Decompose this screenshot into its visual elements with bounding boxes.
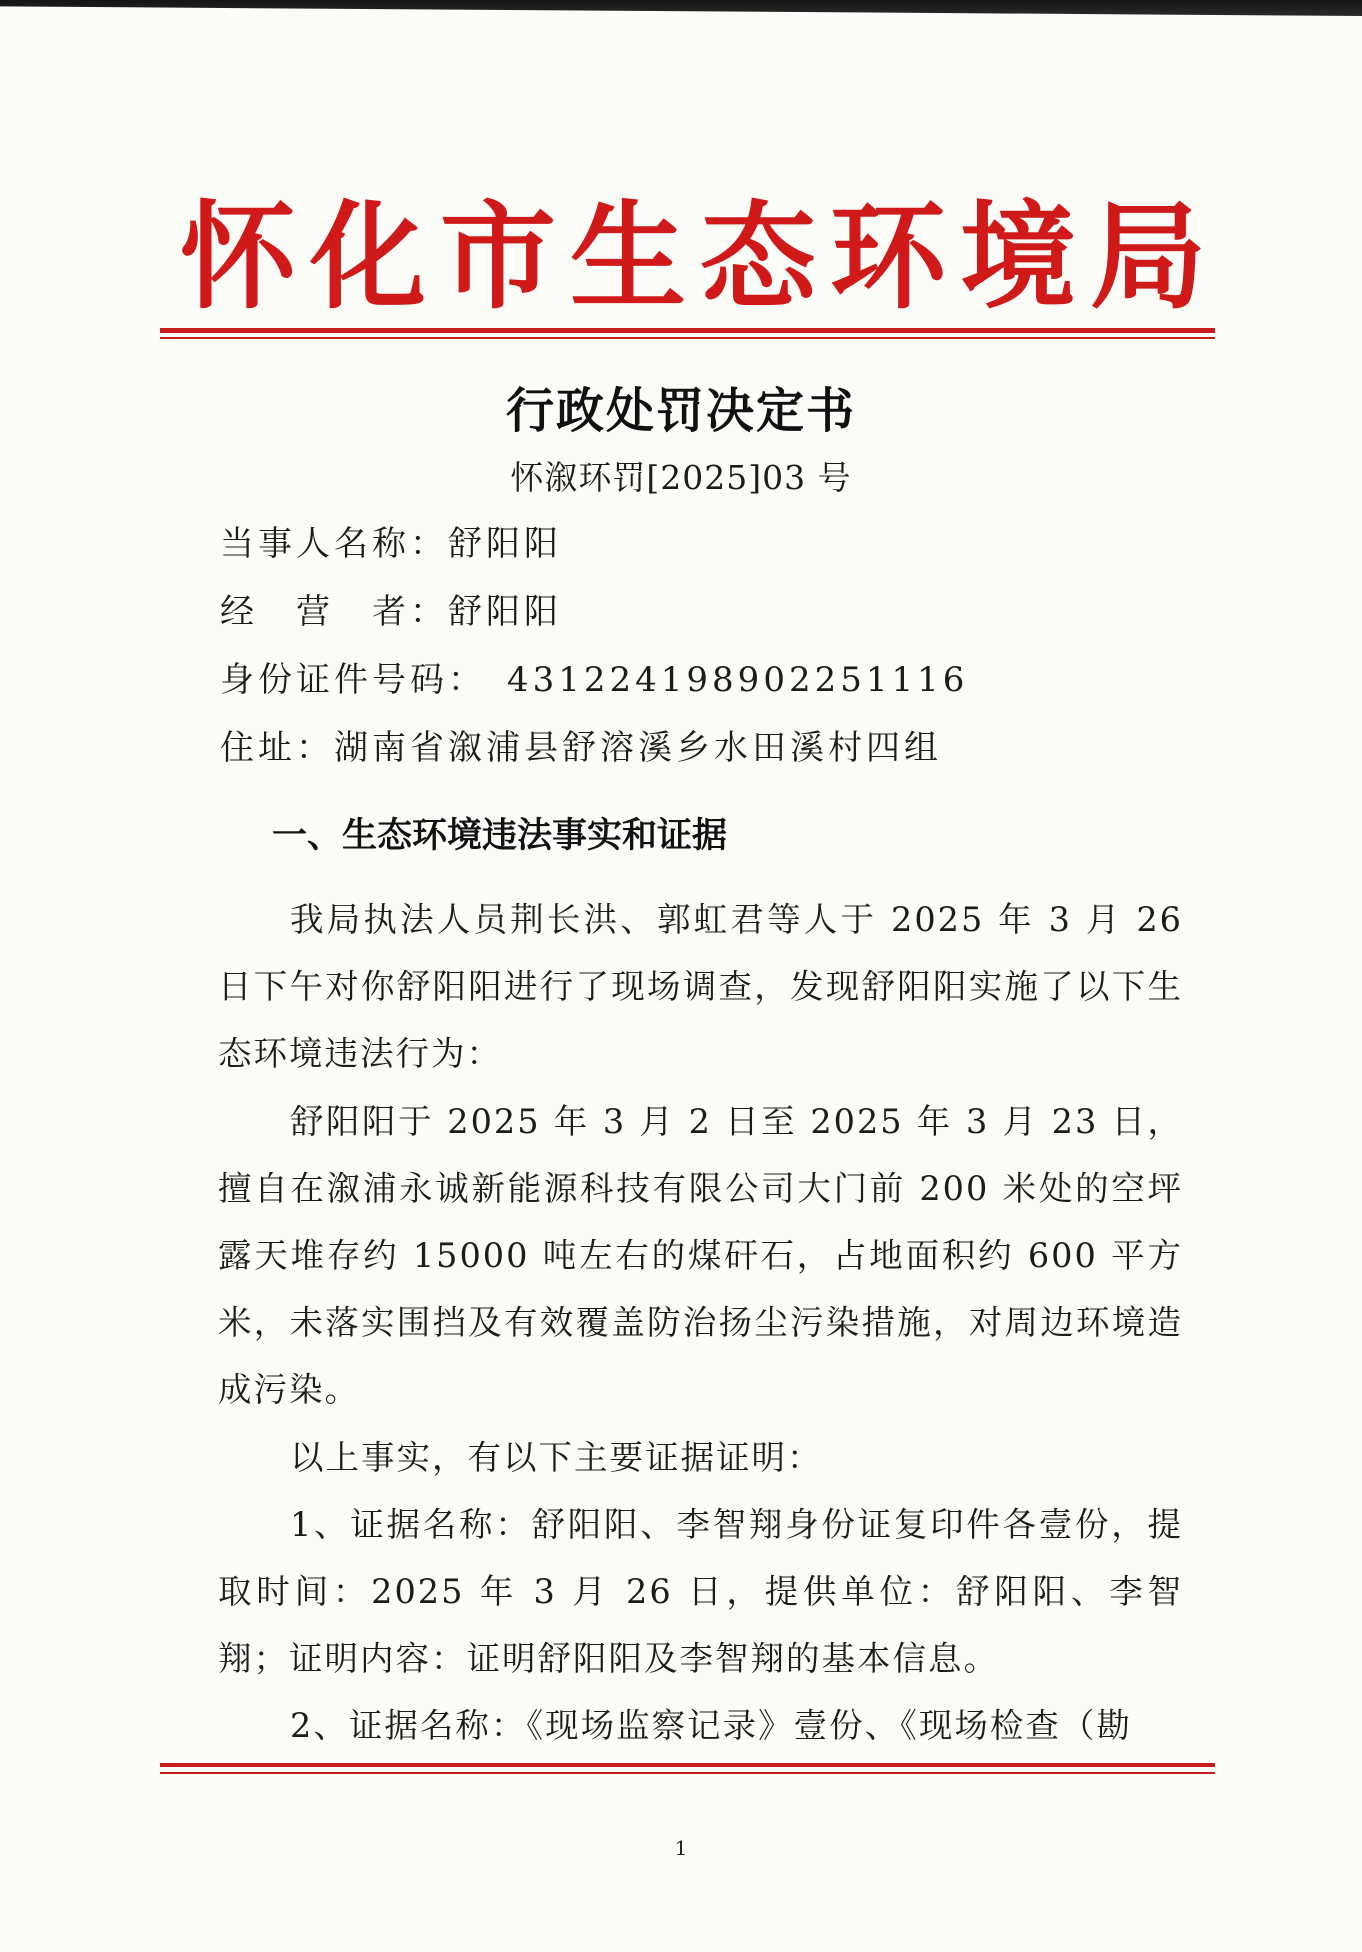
- paragraph-violation: 舒阳阳于 2025 年 3 月 2 日至 2025 年 3 月 23 日，擅自在溆浦永诚新能源科技有限公司大门前 200 米处的空坪露天堆存约 15000 吨左右的煤矸石，占地面积约 600 平方米，未落实围挡及有效覆盖防治扬尘污染措施，对周边环境造成污染。: [218, 1102, 1183, 1409]
- party-name-line: 当事人名称：舒阳阳: [220, 524, 562, 564]
- document-title: 行政处罚决定书: [505, 383, 856, 439]
- operator-line: 经 营 者：舒阳阳: [220, 592, 562, 632]
- footer-red-rule-thin: [160, 1772, 1215, 1774]
- paragraph-investigation: 我局执法人员荆长洪、郭虹君等人于 2025 年 3 月 26 日下午对你舒阳阳进行了现场调查，发现舒阳阳实施了以下生态环境违法行为：: [218, 900, 1183, 1073]
- scan-top-edge: [0, 0, 1362, 16]
- address-line: 住址：湖南省溆浦县舒溶溪乡水田溪村四组: [220, 728, 942, 768]
- header-red-rule-thin: [160, 337, 1215, 339]
- footer-red-rule-thick: [160, 1763, 1215, 1767]
- section-heading-facts-evidence: 一、生态环境违法事实和证据: [272, 816, 728, 856]
- paragraph-evidence-1: 1、证据名称：舒阳阳、李智翔身份证复印件各壹份，提取时间：2025 年 3 月 26 日，提供单位：舒阳阳、李智翔；证明内容：证明舒阳阳及李智翔的基本信息。: [218, 1505, 1183, 1678]
- header-red-rule-thick: [160, 328, 1215, 333]
- paragraph-evidence-2: 2、证据名称：《现场监察记录》壹份、《现场检查（勘: [290, 1706, 1132, 1745]
- document-number: 怀溆环罚[2025]03 号: [510, 458, 852, 497]
- agency-masthead: 怀化市生态环境局: [180, 190, 1220, 325]
- page-number: 1: [674, 1836, 688, 1860]
- id-number-line: 身份证件号码： 431224198902251116: [220, 660, 969, 700]
- paragraph-evidence-intro: 以上事实，有以下主要证据证明：: [290, 1438, 823, 1477]
